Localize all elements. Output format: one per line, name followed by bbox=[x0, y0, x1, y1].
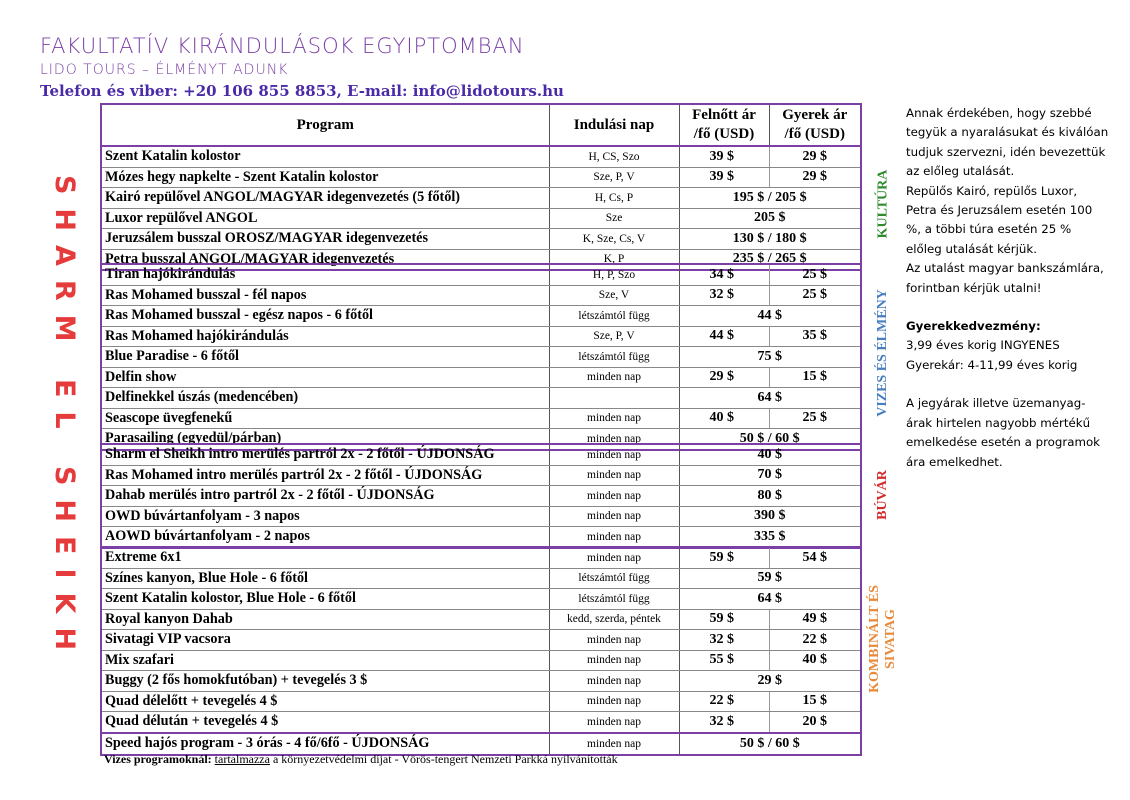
departure-day: minden nap bbox=[549, 712, 679, 732]
spacer bbox=[906, 375, 1111, 394]
departure-day: Sze bbox=[549, 208, 679, 229]
price-adult: 39 $ bbox=[679, 146, 769, 167]
page-title: FAKULTATÍV KIRÁNDULÁSOK EGYIPTOMBAN bbox=[40, 34, 525, 58]
table-row bbox=[102, 609, 860, 630]
program-name: Tiran hajókirándulás bbox=[102, 265, 549, 285]
program-name: Buggy (2 fős homokfutóban) + tevegelés 3 $ bbox=[102, 671, 549, 692]
table-row bbox=[102, 671, 860, 692]
departure-day: minden nap bbox=[549, 445, 679, 465]
table-row bbox=[102, 527, 860, 547]
program-name: Royal kanyon Dahab bbox=[102, 609, 549, 630]
price-combined: 335 $ bbox=[679, 527, 860, 547]
info-line: ára emelkedhet. bbox=[906, 454, 1003, 469]
program-name: OWD búvártanfolyam - 3 napos bbox=[102, 506, 549, 527]
program-name: Seascope üvegfenekű bbox=[102, 408, 549, 429]
price-combined: 205 $ bbox=[679, 208, 860, 229]
price-adult: 40 $ bbox=[679, 408, 769, 429]
column-header-child bbox=[769, 105, 860, 146]
price-section bbox=[100, 546, 862, 734]
info-line: előleg utalását kérjük. bbox=[906, 241, 1037, 256]
info-line: tudjuk szervezni, idén bevezettük bbox=[906, 144, 1106, 159]
price-combined: 75 $ bbox=[679, 347, 860, 368]
program-name: Delfin show bbox=[102, 367, 549, 388]
program-name: Dahab merülés intro partról 2x - 2 főtől - ÚJDONSÁG bbox=[102, 486, 549, 507]
program-name: Ras Mohamed hajókirándulás bbox=[102, 326, 549, 347]
departure-day: minden nap bbox=[549, 527, 679, 547]
page-subtitle: LIDO TOURS – ÉLMÉNYT ADUNK bbox=[40, 62, 289, 78]
price-child: 29 $ bbox=[769, 146, 860, 167]
price-adult: 59 $ bbox=[679, 609, 769, 630]
table-row bbox=[102, 691, 860, 712]
price-combined: 390 $ bbox=[679, 506, 860, 527]
footnote: Vizes programoknál: tartalmazza a környezetvédelmi díjat - Vörös-tengert Nemzeti Parkká nyilvánították bbox=[104, 752, 618, 766]
table-row bbox=[102, 146, 860, 167]
table-row bbox=[102, 326, 860, 347]
program-name: Luxor repülővel ANGOL bbox=[102, 208, 549, 229]
price-combined: 40 $ bbox=[679, 445, 860, 465]
price-adult: 44 $ bbox=[679, 326, 769, 347]
departure-day: minden nap bbox=[549, 429, 679, 449]
column-header-program: Program bbox=[102, 105, 549, 146]
category-label: VIZES ÉS ÉLMÉNY bbox=[875, 289, 890, 417]
info-line: %, a többi túra esetén 25 % bbox=[906, 222, 1072, 237]
departure-day: minden nap bbox=[549, 548, 679, 568]
contact-line: Telefon és viber: +20 106 855 8853, E-mail: info@lidotours.hu bbox=[40, 82, 564, 100]
program-name: Extreme 6x1 bbox=[102, 548, 549, 568]
info-line: árak hirtelen nagyobb mértékű bbox=[906, 415, 1091, 430]
adult-header-line: /fő (USD) bbox=[693, 126, 755, 142]
program-name: Kairó repülővel ANGOL/MAGYAR idegenvezetés (5 főtől) bbox=[102, 188, 549, 209]
price-combined: 195 $ / 205 $ bbox=[679, 188, 860, 209]
price-adult: 32 $ bbox=[679, 712, 769, 732]
departure-day: létszámtól függ bbox=[549, 347, 679, 368]
departure-day: minden nap bbox=[549, 691, 679, 712]
price-adult: 59 $ bbox=[679, 548, 769, 568]
departure-day: H, CS, Szo bbox=[549, 146, 679, 167]
price-child: 35 $ bbox=[769, 326, 860, 347]
column-header-day: Indulási nap bbox=[549, 105, 679, 146]
price-adult: 34 $ bbox=[679, 265, 769, 285]
price-combined: 29 $ bbox=[679, 671, 860, 692]
departure-day: H, P, Szo bbox=[549, 265, 679, 285]
table-row bbox=[102, 408, 860, 429]
price-child: 25 $ bbox=[769, 408, 860, 429]
child-header-line: Gyerek ár bbox=[782, 107, 848, 123]
departure-day: létszámtól függ bbox=[549, 568, 679, 589]
table-row bbox=[102, 650, 860, 671]
program-name: Sivatagi VIP vacsora bbox=[102, 630, 549, 651]
table-header-row bbox=[102, 105, 860, 146]
price-child: 25 $ bbox=[769, 265, 860, 285]
program-name: Mix szafari bbox=[102, 650, 549, 671]
info-line: Az utalást magyar bankszámlára, bbox=[906, 261, 1104, 276]
price-child: 25 $ bbox=[769, 285, 860, 306]
price-adult: 29 $ bbox=[679, 367, 769, 388]
departure-day: Sze, P, V bbox=[549, 167, 679, 188]
program-name: Ras Mohamed busszal - fél napos bbox=[102, 285, 549, 306]
category-label: BÚVÁR bbox=[875, 469, 890, 520]
price-child: 40 $ bbox=[769, 650, 860, 671]
table-row bbox=[102, 188, 860, 209]
program-name: Ras Mohamed intro merülés partról 2x - 2 főtől - ÚJDONSÁG bbox=[102, 465, 549, 486]
price-child: 54 $ bbox=[769, 548, 860, 568]
price-combined: 70 $ bbox=[679, 465, 860, 486]
departure-day: Sze, P, V bbox=[549, 326, 679, 347]
program-name: Parasailing (egyedül/párban) bbox=[105, 430, 282, 447]
departure-day: létszámtól függ bbox=[549, 306, 679, 327]
departure-day: minden nap bbox=[549, 367, 679, 388]
price-combined: 130 $ / 180 $ bbox=[679, 229, 860, 250]
price-child: 22 $ bbox=[769, 630, 860, 651]
departure-day: létszámtól függ bbox=[549, 589, 679, 610]
departure-day: minden nap bbox=[549, 671, 679, 692]
program-name: Blue Paradise - 6 főtől bbox=[102, 347, 549, 368]
program-name: Mózes hegy napkelte - Szent Katalin kolostor bbox=[102, 167, 549, 188]
price-combined: 235 $ / 265 $ bbox=[679, 249, 860, 269]
info-line: az előleg utalását. bbox=[906, 164, 1015, 179]
program-name: Jeruzsálem busszal OROSZ/MAGYAR idegenvezetés bbox=[102, 229, 549, 250]
price-child: 20 $ bbox=[769, 712, 860, 732]
table-row bbox=[102, 589, 860, 610]
price-section bbox=[100, 263, 862, 451]
departure-day: minden nap bbox=[549, 630, 679, 651]
table-row bbox=[102, 712, 860, 732]
departure-day: kedd, szerda, péntek bbox=[549, 609, 679, 630]
departure-day: H, Cs, P bbox=[549, 188, 679, 209]
table-row bbox=[102, 465, 860, 486]
price-child: 15 $ bbox=[769, 367, 860, 388]
program-name: Delfinekkel úszás (medencében) bbox=[102, 388, 549, 409]
program-name: Színes kanyon, Blue Hole - 6 főtől bbox=[102, 568, 549, 589]
table-row bbox=[102, 347, 860, 368]
price-adult: 32 $ bbox=[679, 630, 769, 651]
table-row bbox=[102, 630, 860, 651]
price-combined: 50 $ / 60 $ bbox=[679, 429, 860, 449]
departure-day: Sze, V bbox=[549, 285, 679, 306]
price-adult: 22 $ bbox=[679, 691, 769, 712]
price-adult: 39 $ bbox=[679, 167, 769, 188]
departure-day: minden nap bbox=[549, 465, 679, 486]
category-label: KOMBINÁLT ÉS SIVATAG bbox=[867, 585, 899, 693]
child-header-line: /fő (USD) bbox=[784, 126, 845, 142]
departure-day: minden nap bbox=[549, 486, 679, 507]
departure-day: minden nap bbox=[549, 650, 679, 671]
price-section bbox=[100, 103, 862, 271]
category-label: KULTÚRA bbox=[875, 169, 891, 239]
price-child: 49 $ bbox=[769, 609, 860, 630]
discount-line: Gyerekár: 4-11,99 éves korig bbox=[906, 357, 1078, 372]
discount-title: Gyerekkedvezmény: bbox=[906, 319, 1041, 334]
spacer bbox=[906, 298, 1111, 317]
info-line: Repülős Kairó, repülős Luxor, bbox=[906, 183, 1078, 198]
price-combined: 50 $ / 60 $ bbox=[679, 734, 860, 754]
program-name: Szent Katalin kolostor bbox=[102, 146, 549, 167]
program-name: Quad délelőtt + tevegelés 4 $ bbox=[102, 691, 549, 712]
table-row bbox=[102, 445, 860, 465]
price-child: 15 $ bbox=[769, 691, 860, 712]
discount-line: 3,99 éves korig INGYENES bbox=[906, 338, 1060, 353]
program-name: Petra busszal ANGOL/MAGYAR idegenvezetés bbox=[105, 250, 395, 267]
price-combined: 80 $ bbox=[679, 486, 860, 507]
price-combined: 59 $ bbox=[679, 568, 860, 589]
info-panel bbox=[906, 104, 1111, 472]
table-row bbox=[102, 734, 860, 754]
info-line: forintban kérjük utalni! bbox=[906, 280, 1042, 295]
adult-header-line: Felnőtt ár bbox=[692, 107, 756, 123]
info-line: emelkedése esetén a programok bbox=[906, 435, 1101, 450]
departure-day: minden nap bbox=[549, 408, 679, 429]
program-name: Quad délután + tevegelés 4 $ bbox=[105, 713, 279, 730]
column-header-adult bbox=[679, 105, 769, 146]
price-adult: 55 $ bbox=[679, 650, 769, 671]
price-combined: 44 $ bbox=[679, 306, 860, 327]
info-line: A jegyárak illetve üzemanyag- bbox=[906, 396, 1086, 411]
departure-day bbox=[549, 388, 679, 409]
price-combined: 64 $ bbox=[679, 589, 860, 610]
table-row bbox=[102, 229, 860, 250]
program-name: Szent Katalin kolostor, Blue Hole - 6 főtől bbox=[102, 589, 549, 610]
destination-title: SHARM EL SHEIKH bbox=[49, 174, 81, 664]
table-row bbox=[102, 568, 860, 589]
info-line: Petra és Jeruzsálem esetén 100 bbox=[906, 203, 1093, 218]
price-child: 29 $ bbox=[769, 167, 860, 188]
program-name: Ras Mohamed busszal - egész napos - 6 főtől bbox=[102, 306, 549, 327]
table-row bbox=[102, 388, 860, 409]
info-line: Annak érdekében, hogy szebbé bbox=[906, 106, 1092, 120]
departure-day: minden nap bbox=[549, 734, 679, 754]
program-name: Speed hajós program - 3 órás - 4 fő/6fő - ÚJDONSÁG bbox=[105, 735, 430, 752]
info-line: tegyük a nyaralásukat és kiválóan bbox=[906, 125, 1109, 140]
table-row bbox=[102, 285, 860, 306]
table-row bbox=[102, 548, 860, 568]
departure-day: minden nap bbox=[549, 506, 679, 527]
table-row bbox=[102, 208, 860, 229]
table-row bbox=[102, 506, 860, 527]
program-name: AOWD búvártanfolyam - 2 napos bbox=[105, 528, 310, 545]
departure-day: K, Sze, Cs, V bbox=[549, 229, 679, 250]
table-row bbox=[102, 486, 860, 507]
price-section bbox=[100, 443, 862, 549]
table-row bbox=[102, 265, 860, 285]
departure-day: K, P bbox=[549, 249, 679, 269]
table-row bbox=[102, 367, 860, 388]
program-name: Sharm el Sheikh intro merülés partról 2x - 2 főtől - ÚJDONSÁG bbox=[102, 445, 549, 465]
table-row bbox=[102, 167, 860, 188]
table-row bbox=[102, 306, 860, 327]
price-adult: 32 $ bbox=[679, 285, 769, 306]
price-combined: 64 $ bbox=[679, 388, 860, 409]
